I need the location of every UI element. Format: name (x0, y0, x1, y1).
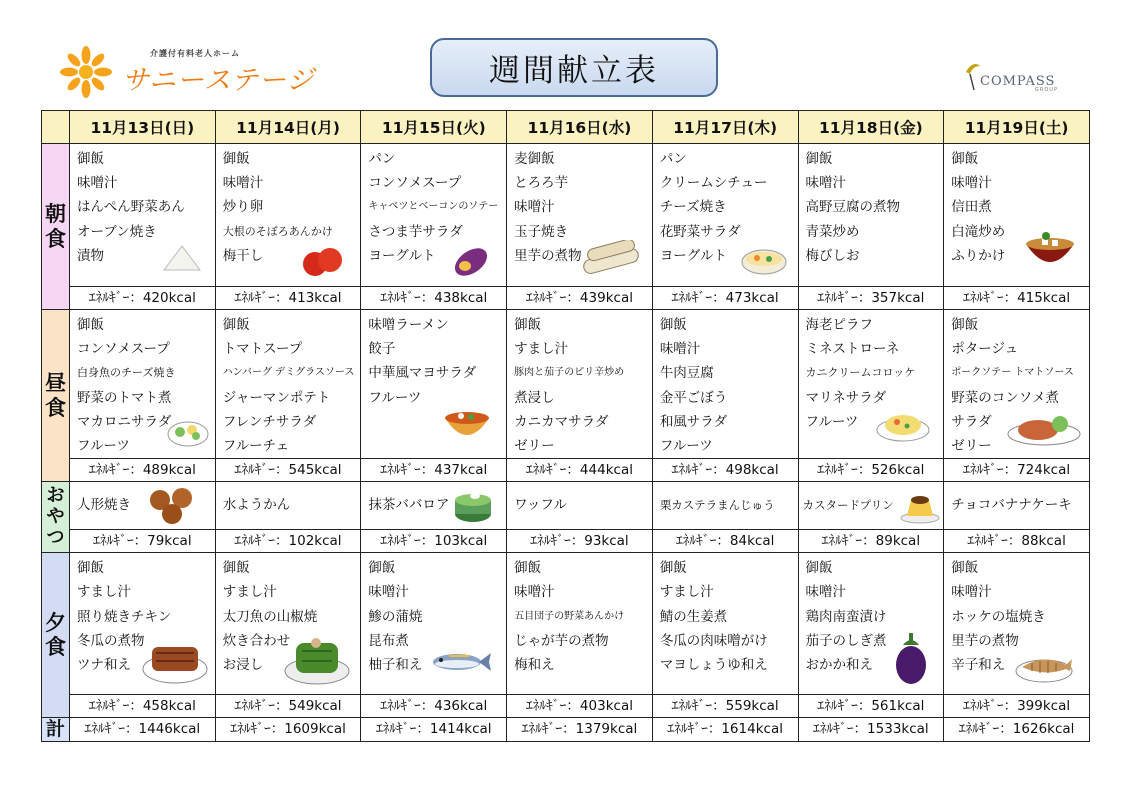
menu-item: サラダ (951, 413, 992, 430)
snack-cell-2 (215, 482, 361, 530)
breakfast-energy-row (42, 287, 1090, 310)
menu-item: 炊き合わせ (222, 632, 291, 649)
breakfast-cell-5 (652, 144, 798, 287)
menu-item: パン (368, 151, 396, 167)
menu-item: 梅干し (222, 247, 264, 264)
energy-value: ｴﾈﾙｷﾞｰ：413kcal (215, 287, 361, 310)
menu-item: コンソメスープ (77, 341, 170, 358)
menu-item: カニクリームコロッケ (805, 366, 916, 380)
breakfast-row (42, 144, 1090, 287)
menu-item: 野菜のコンソメ煮 (951, 389, 1059, 406)
menu-item: 和風サラダ (659, 413, 728, 430)
menu-item: マリネサラダ (805, 389, 887, 406)
macaroni-salad-illustration-icon (166, 414, 210, 450)
menu-item: おかか和え (805, 657, 874, 674)
energy-value: ｴﾈﾙｷﾞｰ：399kcal (944, 695, 1090, 718)
lunch-row (42, 310, 1090, 459)
menu-item: ゼリー (514, 438, 555, 455)
total-energy: ｴﾈﾙｷﾞｰ：1379kcal (507, 718, 653, 742)
menu-item: フルーツ (659, 438, 713, 455)
total-row (42, 718, 1090, 742)
lunch-cell-5 (652, 310, 798, 459)
menu-item: 味噌汁 (951, 175, 992, 192)
menu-item: 花野菜サラダ (659, 223, 741, 240)
snack-cell-6 (798, 482, 944, 530)
menu-item: 太刀魚の山椒焼 (222, 608, 318, 625)
menu-item: 御飯 (368, 560, 396, 577)
menu-item: 味噌汁 (805, 584, 847, 601)
day-header-row (42, 111, 1090, 144)
menu-item: フルーチェ (222, 438, 290, 455)
snack-item: 栗カステラまんじゅう (659, 498, 775, 513)
menu-item: 味噌汁 (222, 175, 264, 192)
energy-value: ｴﾈﾙｷﾞｰ：549kcal (215, 695, 361, 718)
menu-item: 麦御飯 (514, 151, 555, 167)
dinner-energy-row (42, 695, 1090, 718)
energy-value: ｴﾈﾙｷﾞｰ：724kcal (944, 459, 1090, 482)
energy-value: ｴﾈﾙｷﾞｰ：437kcal (361, 459, 507, 482)
energy-value: ｴﾈﾙｷﾞｰ：561kcal (798, 695, 944, 718)
menu-item: ホッケの塩焼き (951, 608, 1046, 625)
menu-item: 味噌汁 (514, 584, 555, 601)
menu-item: さつま芋サラダ (368, 223, 463, 240)
menu-item: ゼリー (951, 438, 992, 455)
energy-value: ｴﾈﾙｷﾞｰ：559kcal (652, 695, 798, 718)
energy-value: ｴﾈﾙｷﾞｰ：102kcal (215, 530, 361, 553)
menu-item: すまし汁 (77, 584, 131, 601)
menu-item: チーズ焼き (659, 199, 727, 216)
menu-item: 御飯 (77, 151, 104, 167)
menu-item: お浸し (222, 657, 264, 674)
menu-item: 柚子和え (368, 657, 423, 674)
menu-item: 高野豆腐の煮物 (805, 199, 901, 216)
menu-item: 炒り卵 (222, 199, 264, 216)
total-energy: ｴﾈﾙｷﾞｰ：1614kcal (652, 718, 798, 742)
snack-item: 抹茶ババロア (368, 497, 450, 514)
menu-item: 味噌汁 (659, 341, 701, 358)
miso-soup-illustration-icon (1022, 230, 1078, 276)
menu-item: 御飯 (659, 560, 687, 577)
menu-item: 御飯 (222, 151, 250, 167)
lunch-cell-2 (215, 310, 361, 459)
breakfast-cell-6 (798, 144, 944, 287)
energy-value: ｴﾈﾙｷﾞｰ：489kcal (70, 459, 216, 482)
ningyoyaki-illustration-icon (146, 486, 208, 526)
energy-value: ｴﾈﾙｷﾞｰ：79kcal (70, 530, 216, 553)
breakfast-cell-2 (215, 144, 361, 287)
lunch-label: 昼食 (42, 310, 70, 482)
menu-item: 鯖の生姜煮 (659, 608, 728, 625)
menu-item: ジャーマンポテト (222, 389, 331, 406)
teriyaki-chicken-illustration-icon (140, 635, 210, 687)
dinner-cell-4 (507, 553, 653, 695)
menu-item: 梅びしお (805, 247, 860, 264)
snack-item: ワッフル (514, 497, 567, 514)
menu-item: 味噌汁 (368, 584, 409, 601)
energy-value: ｴﾈﾙｷﾞｰ：415kcal (944, 287, 1090, 310)
weekly-menu-table (41, 110, 1090, 742)
compass-sub: GROUP (1035, 87, 1058, 93)
menu-item: 御飯 (514, 560, 542, 577)
menu-item: ヨーグルト (659, 247, 727, 264)
snack-label: おやつ (42, 482, 70, 553)
menu-item: 味噌ラーメン (368, 317, 449, 333)
menu-item: クリームシチュー (659, 175, 768, 192)
menu-item: 御飯 (514, 317, 542, 333)
day-header: 11月19日(土) (944, 111, 1090, 144)
ohitashi-illustration-icon (282, 629, 352, 687)
menu-item: 冬瓜の煮物 (77, 632, 145, 649)
energy-value: ｴﾈﾙｷﾞｰ：357kcal (798, 287, 944, 310)
menu-item: 御飯 (951, 317, 979, 333)
custard-pudding-illustration-icon (899, 490, 941, 524)
eggplant-illustration-icon (891, 631, 931, 687)
energy-value: ｴﾈﾙｷﾞｰ：420kcal (70, 287, 216, 310)
menu-item: フレンチサラダ (222, 413, 317, 430)
dinner-cell-5 (652, 553, 798, 695)
yam-illustration-icon (579, 240, 643, 278)
energy-value: ｴﾈﾙｷﾞｰ：526kcal (798, 459, 944, 482)
menu-item: マカロニサラダ (77, 413, 172, 430)
dinner-cell-7 (944, 553, 1090, 695)
snack-item: 水ようかん (222, 497, 291, 514)
menu-item: 御飯 (222, 317, 250, 333)
day-header: 11月16日(水) (507, 111, 653, 144)
menu-item: 中華風マヨサラダ (368, 365, 477, 382)
menu-item: フルーツ (805, 413, 859, 430)
menu-item: すまし汁 (659, 584, 714, 601)
menu-item: 御飯 (77, 317, 104, 333)
matcha-bavarois-illustration-icon (451, 488, 495, 526)
menu-item: 御飯 (805, 151, 833, 167)
snack-item: チョコバナナケーキ (951, 497, 1072, 514)
energy-value: ｴﾈﾙｷﾞｰ：444kcal (507, 459, 653, 482)
menu-item: フルーツ (77, 438, 130, 455)
energy-value: ｴﾈﾙｷﾞｰ：439kcal (507, 287, 653, 310)
dinner-cell-6 (798, 553, 944, 695)
day-header: 11月14日(月) (215, 111, 361, 144)
menu-item: 御飯 (951, 560, 979, 577)
menu-item: はんぺん野菜あん (77, 199, 185, 216)
day-header: 11月18日(金) (798, 111, 944, 144)
dinner-row (42, 553, 1090, 695)
menu-item: 海老ピラフ (805, 317, 874, 333)
menu-item: 里芋の煮物 (514, 247, 582, 264)
menu-item: ふりかけ (951, 247, 1006, 264)
energy-value: ｴﾈﾙｷﾞｰ：458kcal (70, 695, 216, 718)
lunch-cell-3 (361, 310, 507, 459)
lunch-cell-1 (70, 310, 216, 459)
energy-value: ｴﾈﾙｷﾞｰ：438kcal (361, 287, 507, 310)
breakfast-cell-7 (944, 144, 1090, 287)
menu-item: 梅和え (514, 657, 555, 674)
dinner-cell-3 (361, 553, 507, 695)
energy-value: ｴﾈﾙｷﾞｰ：89kcal (798, 530, 944, 553)
page-title: 週間献立表 (489, 53, 659, 89)
menu-item: 味噌汁 (77, 175, 118, 192)
energy-value: ｴﾈﾙｷﾞｰ：436kcal (361, 695, 507, 718)
menu-item: 煮浸し (514, 389, 555, 406)
energy-value: ｴﾈﾙｷﾞｰ：84kcal (652, 530, 798, 553)
menu-item: 味噌汁 (805, 175, 847, 192)
menu-item: 玉子焼き (514, 223, 569, 240)
total-energy: ｴﾈﾙｷﾞｰ：1626kcal (944, 718, 1090, 742)
menu-item: 豚肉と茄子のピリ辛炒め (514, 367, 625, 379)
energy-value: ｴﾈﾙｷﾞｰ：93kcal (507, 530, 653, 553)
menu-item: マヨしょうゆ和え (659, 657, 768, 674)
menu-item: カニカマサラダ (514, 413, 609, 430)
snack-item: 人形焼き (77, 497, 131, 514)
menu-item: 鶏肉南蛮漬け (805, 608, 887, 625)
menu-item: すまし汁 (222, 584, 277, 601)
menu-item: 大根のそぼろあんかけ (222, 224, 333, 238)
menu-item: オーブン焼き (77, 223, 157, 240)
menu-item: 金平ごぼう (659, 389, 728, 406)
logo-name: サニーステージ (122, 65, 315, 96)
day-header: 11月13日(日) (70, 111, 216, 144)
menu-item: フルーツ (368, 389, 422, 406)
snack-row (42, 482, 1090, 530)
menu-item: ハンバーグ デミグラスソース (222, 367, 355, 379)
breakfast-cell-4 (507, 144, 653, 287)
menu-item: 鯵の蒲焼 (368, 608, 423, 625)
energy-value: ｴﾈﾙｷﾞｰ：88kcal (944, 530, 1090, 553)
menu-item: 信田煮 (951, 199, 992, 216)
umeboshi-illustration-icon (300, 244, 346, 278)
snack-item: カスタードプリン (802, 498, 894, 513)
menu-item: ポークソテー トマトソース (951, 367, 1074, 379)
snack-cell-3 (361, 482, 507, 530)
breakfast-label: 朝食 (42, 144, 70, 310)
menu-item: 白滝炒め (951, 223, 1006, 240)
menu-item: 味噌汁 (514, 199, 555, 216)
energy-value: ｴﾈﾙｷﾞｰ：103kcal (361, 530, 507, 553)
menu-item: ツナ和え (77, 657, 131, 674)
lunch-energy-row (42, 459, 1090, 482)
logo-subtitle: 介護付有料老人ホーム (150, 49, 240, 58)
snack-energy-row (42, 530, 1090, 553)
compass-name: COMPASS (980, 74, 1056, 89)
energy-value: ｴﾈﾙｷﾞｰ：403kcal (507, 695, 653, 718)
menu-item: 昆布煮 (368, 632, 409, 649)
snack-cell-5 (652, 482, 798, 530)
menu-item: パン (659, 151, 687, 167)
menu-item: ミネストローネ (805, 341, 900, 358)
total-energy: ｴﾈﾙｷﾞｰ：1533kcal (798, 718, 944, 742)
lunch-cell-6 (798, 310, 944, 459)
menu-item: 茄子のしぎ煮 (805, 632, 887, 649)
menu-item: 白身魚のチーズ焼き (77, 366, 176, 380)
menu-item: 冬瓜の肉味噌がけ (659, 632, 768, 649)
sweet-potato-illustration-icon (449, 240, 493, 280)
pork-saute-illustration-icon (1004, 406, 1082, 448)
menu-item: 御飯 (659, 317, 687, 333)
energy-value: ｴﾈﾙｷﾞｰ：545kcal (215, 459, 361, 482)
total-energy: ｴﾈﾙｷﾞｰ：1609kcal (215, 718, 361, 742)
snack-cell-4 (507, 482, 653, 530)
total-energy: ｴﾈﾙｷﾞｰ：1414kcal (361, 718, 507, 742)
pilaf-illustration-icon (875, 406, 931, 444)
energy-value: ｴﾈﾙｷﾞｰ：473kcal (652, 287, 798, 310)
menu-item: じゃが芋の煮物 (514, 632, 609, 649)
ramen-illustration-icon (441, 406, 493, 448)
lunch-cell-4 (507, 310, 653, 459)
menu-item: キャベツとベーコンのソテー (368, 201, 499, 213)
corner-cell (42, 111, 70, 144)
menu-item: 野菜のトマト煮 (77, 389, 172, 406)
menu-item: 御飯 (805, 560, 833, 577)
menu-item: 漬物 (77, 247, 104, 264)
menu-item: 御飯 (222, 560, 250, 577)
menu-item: 御飯 (951, 151, 979, 167)
dinner-label: 夕食 (42, 553, 70, 718)
dinner-cell-2 (215, 553, 361, 695)
menu-item: 御飯 (77, 560, 104, 577)
day-header: 11月15日(火) (361, 111, 507, 144)
cream-stew-illustration-icon (739, 238, 789, 278)
menu-item: すまし汁 (514, 341, 569, 358)
day-header: 11月17日(木) (652, 111, 798, 144)
breakfast-cell-3 (361, 144, 507, 287)
menu-item: とろろ芋 (514, 175, 569, 192)
menu-item: 里芋の煮物 (951, 632, 1019, 649)
menu-item: 照り焼きチキン (77, 608, 172, 625)
total-energy: ｴﾈﾙｷﾞｰ：1446kcal (70, 718, 216, 742)
menu-item: ポタージュ (951, 341, 1019, 358)
menu-item: ヨーグルト (368, 247, 436, 264)
page-title-box (430, 38, 718, 97)
menu-item: トマトスープ (222, 341, 303, 358)
total-label: 計 (42, 718, 70, 742)
menu-item: 五目団子の野菜あんかけ (514, 610, 625, 622)
menu-item: 味噌汁 (951, 584, 992, 601)
snack-cell-1 (70, 482, 216, 530)
snack-cell-7 (944, 482, 1090, 530)
pickles-illustration-icon (160, 242, 204, 276)
menu-item: 辛子和え (951, 657, 1006, 674)
aji-fish-illustration-icon (429, 647, 493, 677)
menu-item: 青菜炒め (805, 223, 860, 240)
dinner-cell-1 (70, 553, 216, 695)
menu-item: コンソメスープ (368, 175, 462, 192)
menu-item: 餃子 (368, 341, 396, 358)
menu-item: 牛肉豆腐 (659, 365, 714, 382)
breakfast-cell-1 (70, 144, 216, 287)
lunch-cell-7 (944, 310, 1090, 459)
energy-value: ｴﾈﾙｷﾞｰ：498kcal (652, 459, 798, 482)
hokke-fish-illustration-icon (1014, 645, 1076, 685)
